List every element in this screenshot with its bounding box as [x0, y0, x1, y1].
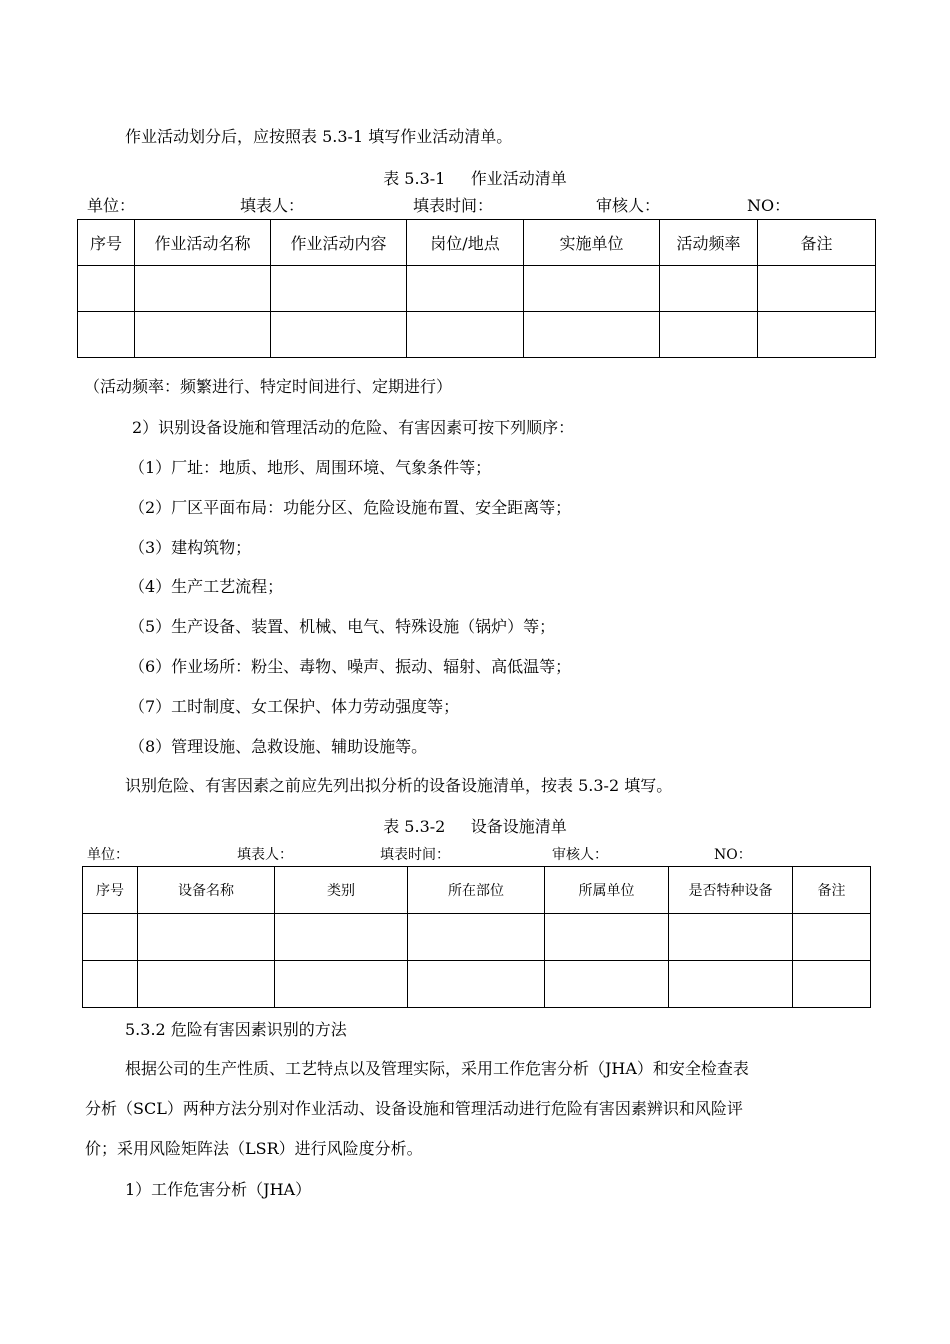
table-header-cell: 活动频率: [660, 220, 758, 266]
meta-reviewer: 审核人：: [596, 196, 661, 215]
table-cell: [660, 312, 758, 358]
list-intro: 2）识别设备设施和管理活动的危险、有害因素可按下列顺序：: [132, 418, 575, 437]
table-cell: [135, 266, 271, 312]
table-cell: [78, 266, 135, 312]
meta-filler: 填表人：: [240, 196, 305, 215]
table-cell: [758, 312, 876, 358]
table-cell: [660, 266, 758, 312]
section-heading: 5.3.2 危险有害因素识别的方法: [125, 1020, 347, 1039]
meta-no: NO：: [714, 847, 752, 863]
list-item: （4）生产工艺流程；: [129, 577, 284, 596]
table-cell: [545, 914, 669, 961]
table-cell: [524, 266, 660, 312]
activity-list-table: [77, 219, 876, 358]
table-header-cell: 是否特种设备: [669, 867, 793, 914]
table-cell: [669, 914, 793, 961]
table-header-cell: 所属单位: [545, 867, 669, 914]
table-header-row: [78, 220, 876, 266]
jha-heading: 1）工作危害分析（JHA）: [125, 1180, 312, 1199]
table-cell: [275, 961, 408, 1008]
table-cell: [271, 312, 407, 358]
meta-fill-time: 填表时间：: [413, 196, 494, 215]
meta-fill-time: 填表时间：: [380, 847, 450, 863]
body-line: 分析（SCL）两种方法分别对作业活动、设备设施和管理活动进行危险有害因素辨识和风险评: [85, 1099, 743, 1118]
meta-unit: 单位：: [87, 196, 136, 215]
body-line: 根据公司的生产性质、工艺特点以及管理实际，采用工作危害分析（JHA）和安全检查表: [125, 1059, 749, 1078]
equipment-list-paragraph: 识别危险、有害因素之前应先列出拟分析的设备设施清单，按表 5.3-2 填写。: [125, 776, 673, 795]
table-cell: [135, 312, 271, 358]
table-header-cell: 序号: [83, 867, 138, 914]
table-cell: [793, 914, 871, 961]
meta-reviewer: 审核人：: [552, 847, 608, 863]
table-row: [78, 312, 876, 358]
table-cell: [793, 961, 871, 1008]
meta-no: NO：: [747, 196, 791, 215]
table-cell: [408, 961, 545, 1008]
table-cell: [758, 266, 876, 312]
meta-unit: 单位：: [87, 847, 129, 863]
table-header-cell: 作业活动名称: [135, 220, 271, 266]
equipment-list-table: [82, 866, 871, 1008]
table-cell: [275, 914, 408, 961]
meta-filler: 填表人：: [237, 847, 293, 863]
frequency-note: （活动频率：频繁进行、特定时间进行、定期进行）: [84, 377, 453, 396]
table-header-cell: 序号: [78, 220, 135, 266]
table-header-cell: 备注: [758, 220, 876, 266]
list-item: （1）厂址：地质、地形、周围环境、气象条件等；: [129, 458, 492, 477]
list-item: （2）厂区平面布局：功能分区、危险设施布置、安全距离等；: [129, 498, 572, 517]
table-cell: [407, 312, 524, 358]
table-header-cell: 实施单位: [524, 220, 660, 266]
table-row: [78, 266, 876, 312]
list-item: （5）生产设备、装置、机械、电气、特殊设施（锅炉）等；: [129, 617, 556, 636]
table-cell: [138, 961, 275, 1008]
table-cell: [83, 914, 138, 961]
table-cell: [138, 914, 275, 961]
table-header-cell: 作业活动内容: [271, 220, 407, 266]
list-item: （8）管理设施、急救设施、辅助设施等。: [129, 737, 428, 756]
table-cell: [407, 266, 524, 312]
table2-meta: [0, 846, 950, 864]
list-item: （7）工时制度、女工保护、体力劳动强度等；: [129, 697, 460, 716]
list-item: （3）建构筑物；: [129, 538, 252, 557]
body-line: 价；采用风险矩阵法（LSR）进行风险度分析。: [85, 1139, 423, 1158]
table-row: [83, 961, 871, 1008]
table1-meta: [0, 196, 950, 216]
table-header-cell: 所在部位: [408, 867, 545, 914]
table-cell: [83, 961, 138, 1008]
table-cell: [78, 312, 135, 358]
table-cell: [408, 914, 545, 961]
list-item: （6）作业场所：粉尘、毒物、噪声、振动、辐射、高低温等；: [129, 657, 572, 676]
table-cell: [524, 312, 660, 358]
table2-caption: 表 5.3-2 设备设施清单: [383, 817, 567, 836]
table-header-cell: 类别: [275, 867, 408, 914]
table-cell: [271, 266, 407, 312]
table-row: [83, 914, 871, 961]
table-cell: [669, 961, 793, 1008]
table-header-row: [83, 867, 871, 914]
table-cell: [545, 961, 669, 1008]
table1-caption: 表 5.3-1 作业活动清单: [383, 169, 567, 188]
table-header-cell: 设备名称: [138, 867, 275, 914]
table-header-cell: 备注: [793, 867, 871, 914]
table-header-cell: 岗位/地点: [407, 220, 524, 266]
intro-text: 作业活动划分后，应按照表 5.3-1 填写作业活动清单。: [125, 127, 513, 146]
